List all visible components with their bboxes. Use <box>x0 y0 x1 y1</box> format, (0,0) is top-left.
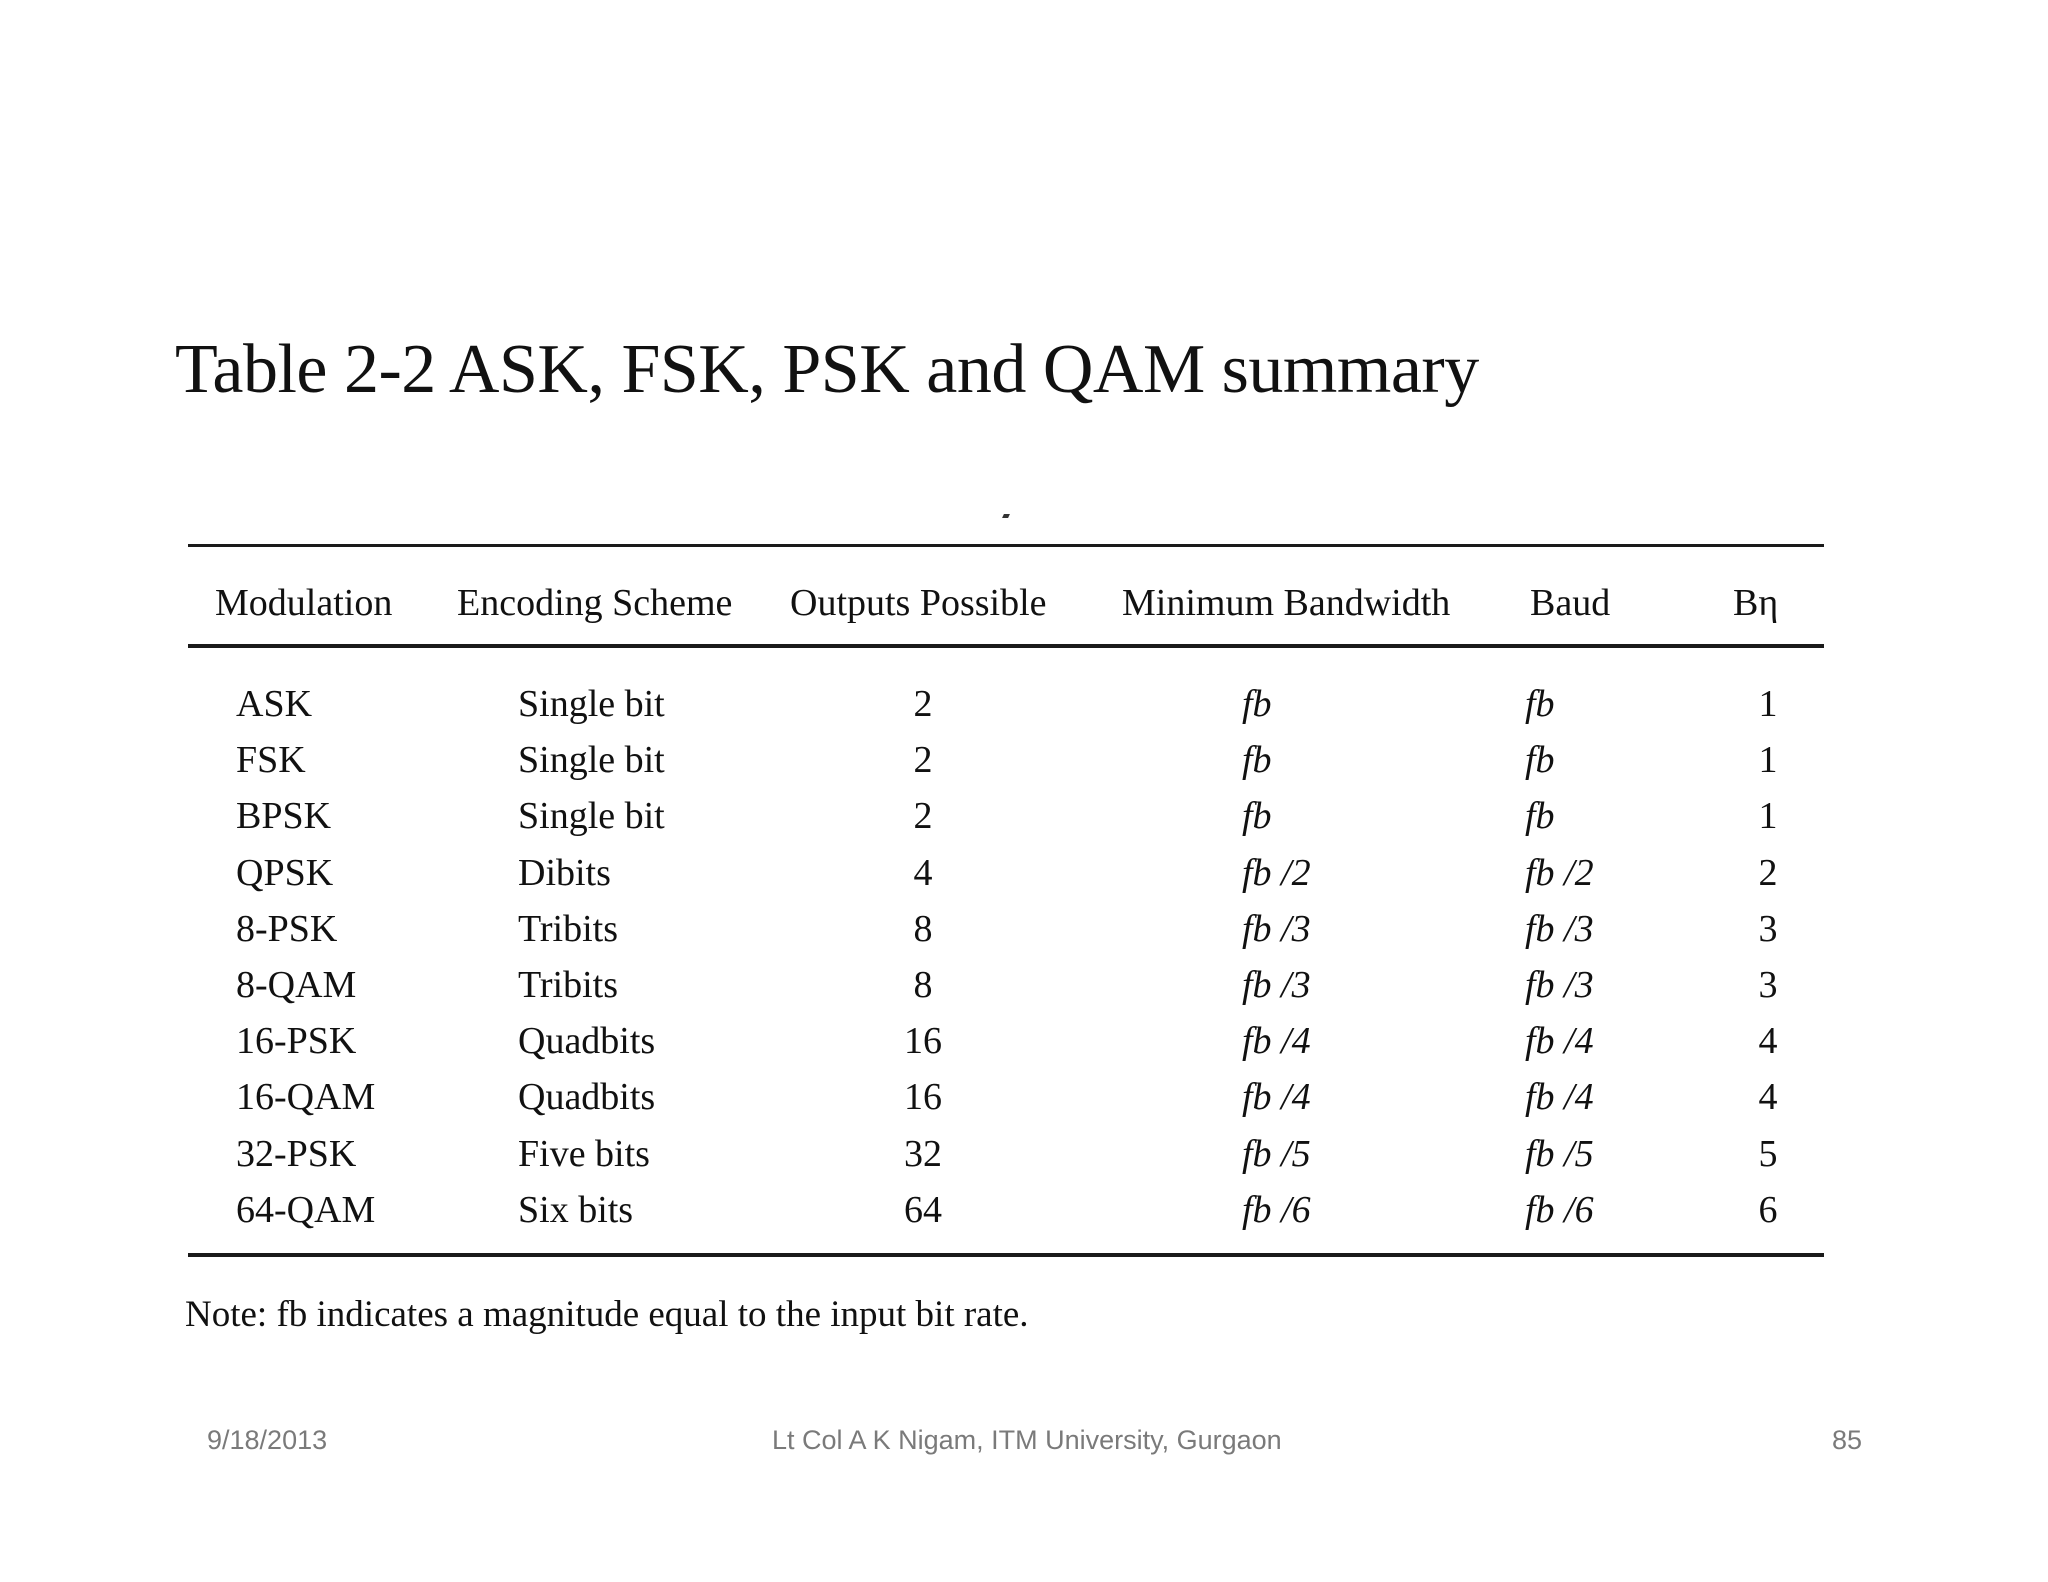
cell-baud: fb <box>1525 683 1555 725</box>
cell-b-eta: 3 <box>1758 964 1778 1006</box>
cell-b-eta: 2 <box>1758 851 1778 894</box>
cell-minimum-bandwidth: fb <box>1242 683 1272 725</box>
cell-encoding-scheme: Six bits <box>518 1188 634 1231</box>
cell-b-eta: 5 <box>1758 1132 1778 1175</box>
cell-modulation: 32-PSK <box>236 1132 357 1175</box>
cell-outputs-possible: 64 <box>904 1188 942 1231</box>
cell-minimum-bandwidth: fb /4 <box>1242 1076 1311 1119</box>
cell-outputs-possible: 2 <box>913 795 933 838</box>
cell-modulation: 16-QAM <box>236 1076 376 1119</box>
cell-b-eta: 4 <box>1758 1076 1778 1119</box>
cell-minimum-bandwidth: fb /3 <box>1242 964 1311 1006</box>
column-header-baud: Baud <box>1530 582 1611 624</box>
table-header-rule <box>188 644 1824 648</box>
cell-baud: fb /2 <box>1525 851 1594 894</box>
cell-minimum-bandwidth: fb <box>1242 795 1272 838</box>
column-header-minimum-bandwidth: Minimum Bandwidth <box>1122 582 1451 624</box>
cell-modulation: 8-QAM <box>236 964 357 1006</box>
cell-baud: fb /4 <box>1525 1020 1594 1063</box>
cell-encoding-scheme: Single bit <box>518 739 665 782</box>
column-header-modulation: Modulation <box>215 582 393 624</box>
cell-minimum-bandwidth: fb /6 <box>1242 1188 1311 1231</box>
cell-encoding-scheme: Single bit <box>518 795 665 838</box>
cell-outputs-possible: 8 <box>913 964 933 1006</box>
cell-outputs-possible: 2 <box>913 739 933 782</box>
footer-author: Lt Col A K Nigam, ITM University, Gurgaon <box>772 1425 1282 1455</box>
cell-minimum-bandwidth: fb /4 <box>1242 1020 1311 1063</box>
footer-date: 9/18/2013 <box>207 1425 328 1455</box>
cell-b-eta: 4 <box>1758 1020 1778 1063</box>
cell-minimum-bandwidth: fb /2 <box>1242 851 1311 894</box>
table-note: Note: fb indicates a magnitude equal to the input bit rate. <box>185 1294 1029 1335</box>
cell-outputs-possible: 32 <box>904 1132 942 1175</box>
table-bottom-rule <box>188 1253 1824 1257</box>
cell-outputs-possible: 16 <box>904 1076 942 1119</box>
column-header-encoding-scheme: Encoding Scheme <box>457 582 733 624</box>
cell-outputs-possible: 4 <box>913 851 933 894</box>
cell-b-eta: 6 <box>1758 1188 1778 1231</box>
cell-encoding-scheme: Five bits <box>518 1132 650 1175</box>
cell-encoding-scheme: Tribits <box>518 907 618 950</box>
cell-modulation: 16-PSK <box>236 1020 357 1063</box>
cell-b-eta: 1 <box>1758 683 1778 725</box>
column-header-b-eta: Bη <box>1733 582 1779 624</box>
cell-modulation: BPSK <box>236 795 332 838</box>
cell-encoding-scheme: Tribits <box>518 964 618 1006</box>
cell-minimum-bandwidth: fb /3 <box>1242 907 1311 950</box>
cell-encoding-scheme: Dibits <box>518 851 611 894</box>
cell-modulation: 8-PSK <box>236 907 338 950</box>
column-header-outputs-possible: Outputs Possible <box>790 582 1047 624</box>
cell-baud: fb /5 <box>1525 1132 1594 1175</box>
table-top-rule <box>188 544 1824 547</box>
cell-encoding-scheme: Single bit <box>518 683 665 725</box>
cell-baud: fb /3 <box>1525 964 1594 1006</box>
cell-modulation: QPSK <box>236 851 334 894</box>
cell-encoding-scheme: Quadbits <box>518 1076 656 1119</box>
scan-artifact <box>1002 514 1010 518</box>
slide-title: Table 2-2 ASK, FSK, PSK and QAM summary <box>175 331 1479 408</box>
cell-baud: fb /3 <box>1525 907 1594 950</box>
cell-outputs-possible: 8 <box>913 907 933 950</box>
cell-outputs-possible: 2 <box>913 683 933 725</box>
cell-baud: fb <box>1525 795 1555 838</box>
cell-encoding-scheme: Quadbits <box>518 1020 656 1063</box>
cell-baud: fb <box>1525 739 1555 782</box>
cell-b-eta: 1 <box>1758 739 1778 782</box>
cell-baud: fb /6 <box>1525 1188 1594 1231</box>
cell-modulation: 64-QAM <box>236 1188 376 1231</box>
cell-b-eta: 1 <box>1758 795 1778 838</box>
cell-b-eta: 3 <box>1758 907 1778 950</box>
cell-minimum-bandwidth: fb <box>1242 739 1272 782</box>
footer-page-number: 85 <box>1831 1425 1862 1455</box>
cell-minimum-bandwidth: fb /5 <box>1242 1132 1311 1175</box>
cell-outputs-possible: 16 <box>904 1020 942 1063</box>
cell-modulation: FSK <box>236 739 306 782</box>
cell-baud: fb /4 <box>1525 1076 1594 1119</box>
cell-modulation: ASK <box>236 683 313 725</box>
